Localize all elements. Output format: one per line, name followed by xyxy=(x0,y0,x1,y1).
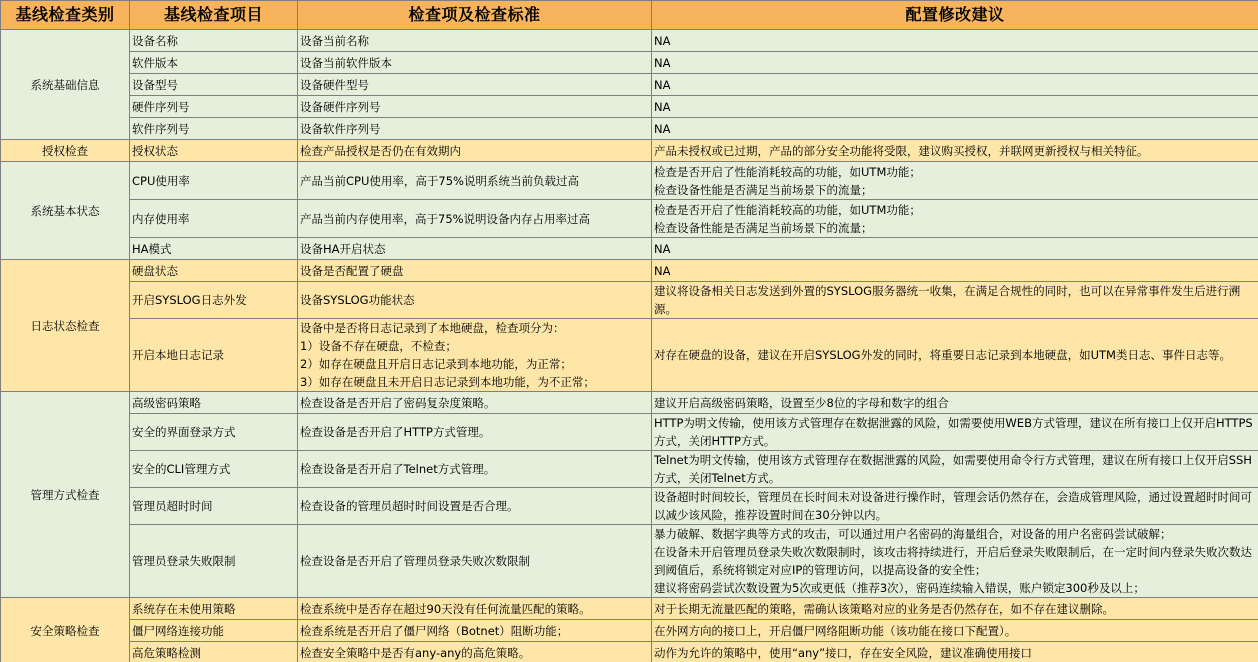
table-row xyxy=(1,96,1258,118)
suggestion-line: NA xyxy=(654,241,671,256)
item-cell[interactable]: 管理员超时时间 xyxy=(130,488,298,525)
standard-cell[interactable] xyxy=(298,200,652,238)
standard-cell[interactable] xyxy=(298,96,652,118)
suggestion-line: 建议开启高级密码策略，设置至少8位的字母和数字的组合 xyxy=(654,395,949,410)
suggestion-cell[interactable] xyxy=(652,525,1258,598)
suggestion-cell[interactable] xyxy=(652,414,1258,451)
table-row xyxy=(1,451,1258,488)
suggestion-line: 在外网方向的接口上，开启僵尸网络阻断功能（该功能在接口下配置）。 xyxy=(654,623,1017,638)
suggestion-line: NA xyxy=(654,99,671,114)
category-cell[interactable]: 授权检查 xyxy=(1,140,130,162)
standard-line: 产品当前CPU使用率，高于75%说明系统当前负载过高 xyxy=(300,173,579,188)
table-row xyxy=(1,30,1258,52)
suggestion-cell[interactable] xyxy=(652,392,1258,414)
table-row xyxy=(1,140,1258,162)
table-header xyxy=(1,1,1258,30)
suggestion-cell[interactable] xyxy=(652,118,1258,140)
suggestion-line: 动作为允许的策略中，使用“any”接口，存在安全风险，建议准确使用接口 xyxy=(654,645,1033,660)
standard-cell[interactable] xyxy=(298,260,652,282)
standard-cell[interactable] xyxy=(298,52,652,74)
table-row xyxy=(1,162,1258,200)
table-row xyxy=(1,319,1258,392)
item-cell[interactable]: 硬盘状态 xyxy=(130,260,298,282)
item-cell[interactable]: 授权状态 xyxy=(130,140,298,162)
table-row xyxy=(1,52,1258,74)
standard-line: 检查设备是否开启了Telnet方式管理。 xyxy=(300,462,496,476)
item-cell[interactable]: 安全的CLI管理方式 xyxy=(130,451,298,488)
category-cell[interactable]: 系统基本状态 xyxy=(1,162,130,260)
standard-cell[interactable] xyxy=(298,140,652,162)
suggestion-cell[interactable] xyxy=(652,488,1258,525)
header-item[interactable]: 基线检查项目 xyxy=(130,1,298,30)
table-row xyxy=(1,260,1258,282)
standard-cell[interactable] xyxy=(298,392,652,414)
table-row xyxy=(1,238,1258,260)
suggestion-line: NA xyxy=(654,121,671,136)
standard-cell[interactable] xyxy=(298,282,652,319)
item-cell[interactable]: 内存使用率 xyxy=(130,200,298,238)
suggestion-line: NA xyxy=(654,33,671,48)
suggestion-line: 对存在硬盘的设备，建议在开启SYSLOG外发的同时，将重要日志记录到本地硬盘，如UTM类日志、事件日志等。 xyxy=(654,348,1231,362)
standard-cell[interactable] xyxy=(298,74,652,96)
suggestion-line: 检查是否开启了性能消耗较高的功能，如UTM功能； xyxy=(654,164,921,179)
standard-line: 2）如存在硬盘且开启日志记录到本地功能，为正常； xyxy=(300,357,572,371)
suggestion-cell[interactable] xyxy=(652,598,1258,620)
suggestion-line: 设备超时时间较长，管理员在长时间未对设备进行操作时，管理会话仍然存在，会造成管理风险，通过设置超时时间可以减少该风险，推荐设置时间在30分钟以内。 xyxy=(654,490,1252,522)
standard-line: 设备当前名称 xyxy=(300,33,369,48)
standard-line: 检查设备是否开启了HTTP方式管理。 xyxy=(300,425,491,439)
suggestion-cell[interactable] xyxy=(652,451,1258,488)
suggestion-cell[interactable] xyxy=(652,319,1258,392)
suggestion-cell[interactable] xyxy=(652,30,1258,52)
suggestion-cell[interactable] xyxy=(652,162,1258,200)
suggestion-cell[interactable] xyxy=(652,238,1258,260)
suggestion-line: 检查设备性能是否满足当前场景下的流量； xyxy=(654,182,873,197)
suggestion-line: 建议将密码尝试次数设置为5次或更低（推荐3次），密码连续输入错误，账户锁定300秒及以上； xyxy=(654,581,1145,595)
standard-cell[interactable] xyxy=(298,319,652,392)
standard-line: 检查设备是否开启了管理员登录失败次数限制 xyxy=(300,554,530,568)
standard-cell[interactable] xyxy=(298,451,652,488)
standard-line: 设备硬件型号 xyxy=(300,77,369,92)
item-cell[interactable]: 高级密码策略 xyxy=(130,392,298,414)
suggestion-line: 检查是否开启了性能消耗较高的功能，如UTM功能； xyxy=(654,202,921,217)
standard-cell[interactable] xyxy=(298,30,652,52)
category-cell[interactable]: 安全策略检查 xyxy=(1,598,130,662)
standard-line: 设备SYSLOG功能状态 xyxy=(300,293,415,307)
table-row xyxy=(1,392,1258,414)
standard-cell[interactable] xyxy=(298,642,652,662)
header-row xyxy=(1,1,1258,30)
standard-line: 1）设备不存在硬盘，不检查； xyxy=(300,339,457,353)
suggestion-line: 在设备未开启管理员登录失败次数限制时，该攻击将持续进行，开启后登录失败限制后，在一定时间内登录失败次数达到阈值后，系统将锁定对应IP的管理访问，以提高设备的安全性； xyxy=(654,545,1252,577)
standard-line: 设备硬件序列号 xyxy=(300,99,381,114)
header-category[interactable]: 基线检查类别 xyxy=(1,1,130,30)
table-row xyxy=(1,74,1258,96)
standard-line: 设备中是否将日志记录到了本地硬盘，检查项分为： xyxy=(300,321,565,335)
header-standard[interactable]: 检查项及检查标准 xyxy=(298,1,652,30)
table-row xyxy=(1,642,1258,662)
table-row xyxy=(1,525,1258,598)
standard-cell[interactable] xyxy=(298,488,652,525)
item-cell[interactable]: 设备型号 xyxy=(130,74,298,96)
item-cell[interactable]: 安全的界面登录方式 xyxy=(130,414,298,451)
table-row xyxy=(1,118,1258,140)
standard-line: 设备软件序列号 xyxy=(300,121,381,136)
suggestion-cell[interactable] xyxy=(652,642,1258,662)
suggestion-cell[interactable] xyxy=(652,282,1258,319)
suggestion-line: NA xyxy=(654,263,671,278)
table-row xyxy=(1,414,1258,451)
item-cell[interactable]: 僵尸网络连接功能 xyxy=(130,620,298,642)
table-row xyxy=(1,200,1258,238)
standard-cell[interactable] xyxy=(298,620,652,642)
item-cell[interactable]: 软件序列号 xyxy=(130,118,298,140)
suggestion-line: 产品未授权或已过期，产品的部分安全功能将受限，建议购买授权，并联网更新授权与相关特征。 xyxy=(654,143,1149,158)
standard-cell[interactable] xyxy=(298,414,652,451)
standard-cell[interactable] xyxy=(298,525,652,598)
category-cell[interactable]: 系统基础信息 xyxy=(1,30,130,140)
suggestion-line: 暴力破解、数据字典等方式的攻击，可以通过用户名密码的海量组合，对设备的用户名密码尝试破解； xyxy=(654,527,1172,541)
table-row xyxy=(1,282,1258,319)
standard-cell[interactable] xyxy=(298,238,652,260)
standard-line: 检查设备的管理员超时时间设置是否合理。 xyxy=(300,499,519,513)
item-cell[interactable]: 高危策略检测 xyxy=(130,642,298,662)
table-body xyxy=(1,30,1258,662)
category-cell[interactable]: 日志状态检查 xyxy=(1,260,130,392)
standard-line: 3）如存在硬盘且未开启日志记录到本地功能，为不正常； xyxy=(300,375,595,389)
category-cell[interactable]: 管理方式检查 xyxy=(1,392,130,598)
suggestion-line: HTTP为明文传输，使用该方式管理存在数据泄露的风险，如需要使用WEB方式管理，建议在所有接口上仅开启HTTPS方式，关闭HTTP方式。 xyxy=(654,416,1253,448)
standard-cell[interactable] xyxy=(298,118,652,140)
standard-line: 检查安全策略中是否有any-any的高危策略。 xyxy=(300,645,531,660)
standard-line: 设备HA开启状态 xyxy=(300,241,386,256)
item-cell[interactable]: 开启SYSLOG日志外发 xyxy=(130,282,298,319)
standard-cell[interactable] xyxy=(298,598,652,620)
standard-line: 检查产品授权是否仍在有效期内 xyxy=(300,143,461,158)
standard-line: 检查系统是否开启了僵尸网络（Botnet）阻断功能； xyxy=(300,623,569,638)
suggestion-line: Telnet为明文传输，使用该方式管理存在数据泄露的风险，如需要使用命令行方式管理，建议在所有接口上仅开启SSH方式，关闭Telnet方式。 xyxy=(654,453,1252,485)
item-cell[interactable]: HA模式 xyxy=(130,238,298,260)
suggestion-cell[interactable] xyxy=(652,96,1258,118)
suggestion-cell[interactable] xyxy=(652,52,1258,74)
standard-line: 产品当前内存使用率，高于75%说明设备内存占用率过高 xyxy=(300,211,591,226)
item-cell[interactable]: 软件版本 xyxy=(130,52,298,74)
suggestion-line: NA xyxy=(654,55,671,70)
suggestion-cell[interactable] xyxy=(652,74,1258,96)
standard-line: 检查系统中是否存在超过90天没有任何流量匹配的策略。 xyxy=(300,601,591,616)
suggestion-cell[interactable] xyxy=(652,620,1258,642)
table-row xyxy=(1,620,1258,642)
suggestion-cell[interactable] xyxy=(652,140,1258,162)
standard-cell[interactable] xyxy=(298,162,652,200)
suggestion-line: 检查设备性能是否满足当前场景下的流量； xyxy=(654,220,873,235)
item-cell[interactable]: 硬件序列号 xyxy=(130,96,298,118)
item-cell[interactable]: 系统存在未使用策略 xyxy=(130,598,298,620)
header-suggestion[interactable]: 配置修改建议 xyxy=(652,1,1258,30)
standard-line: 检查设备是否开启了密码复杂度策略。 xyxy=(300,395,496,410)
suggestion-cell[interactable] xyxy=(652,260,1258,282)
suggestion-cell[interactable] xyxy=(652,200,1258,238)
item-cell[interactable]: 设备名称 xyxy=(130,30,298,52)
item-cell[interactable]: CPU使用率 xyxy=(130,162,298,200)
standard-line: 设备是否配置了硬盘 xyxy=(300,263,404,278)
item-cell[interactable]: 开启本地日志记录 xyxy=(130,319,298,392)
suggestion-line: NA xyxy=(654,77,671,92)
standard-line: 设备当前软件版本 xyxy=(300,55,392,70)
suggestion-line: 建议将设备相关日志发送到外置的SYSLOG服务器统一收集，在满足合规性的同时，也可以在异常事件发生后进行溯源。 xyxy=(654,284,1241,316)
table-row xyxy=(1,488,1258,525)
item-cell[interactable]: 管理员登录失败限制 xyxy=(130,525,298,598)
suggestion-line: 对于长期无流量匹配的策略，需确认该策略对应的业务是否仍然存在，如不存在建议删除。 xyxy=(654,601,1114,616)
table-row xyxy=(1,598,1258,620)
